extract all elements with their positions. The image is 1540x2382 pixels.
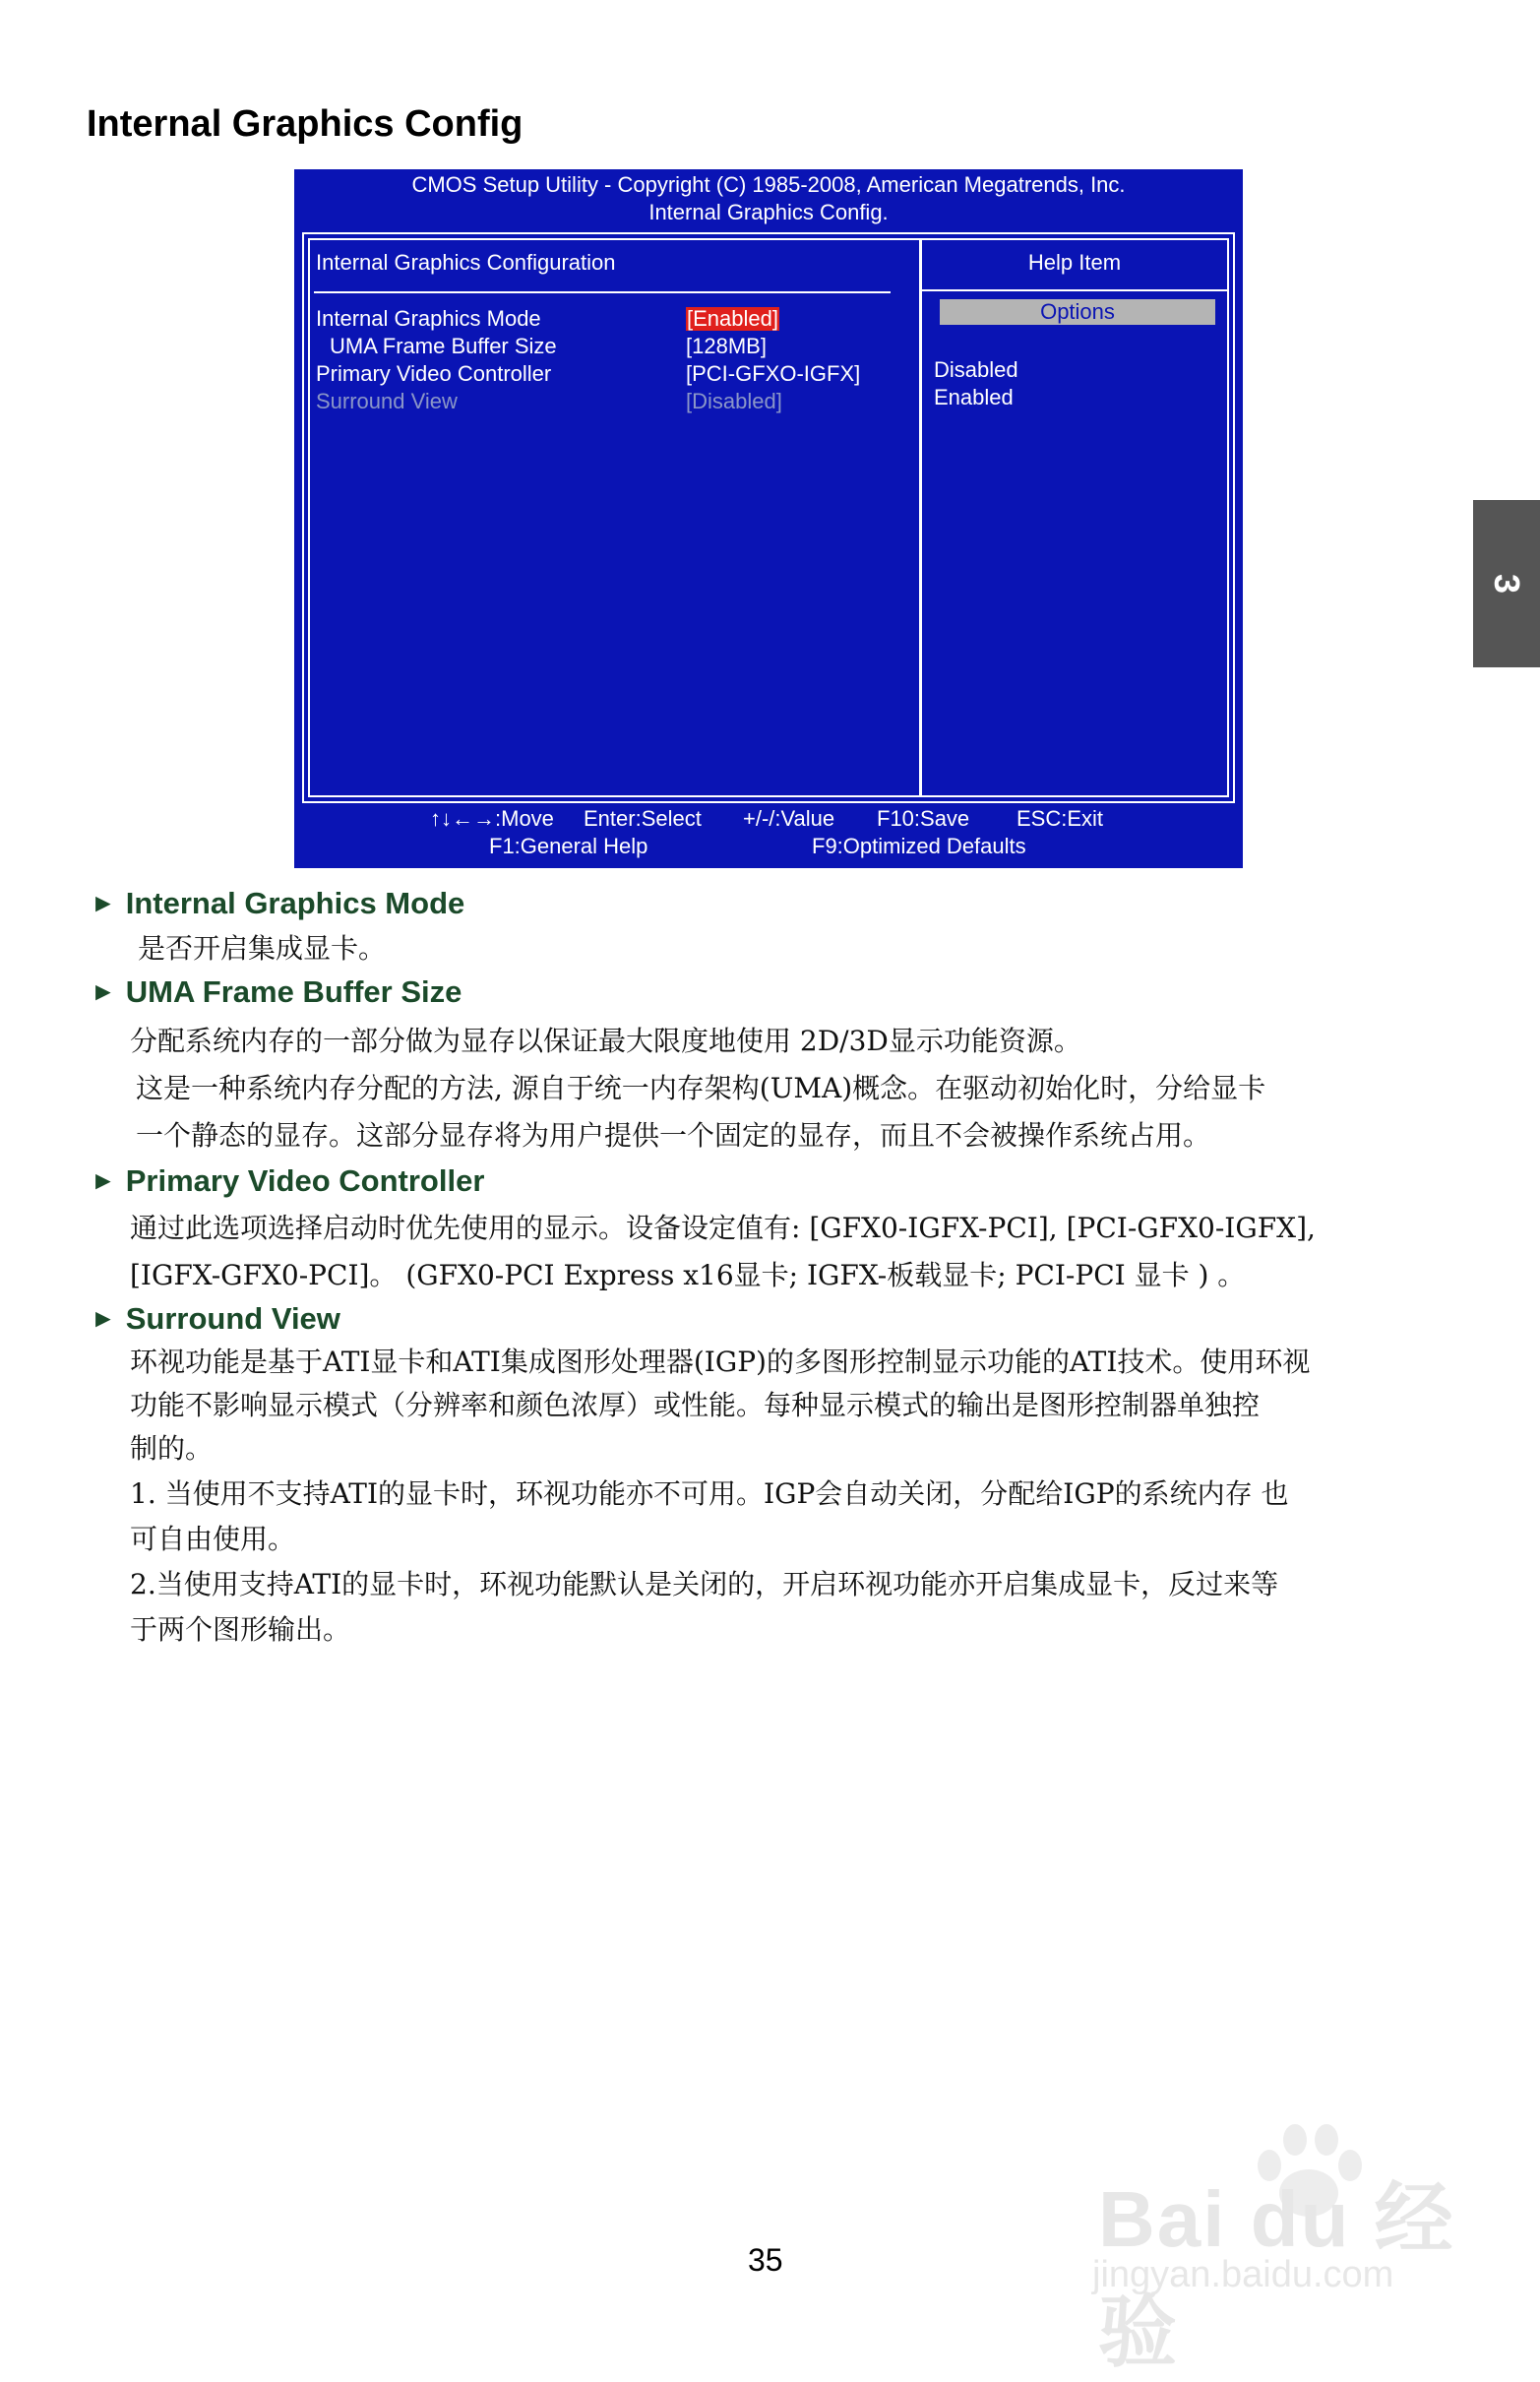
setting-value[interactable]: [128MB] <box>686 334 767 358</box>
section-text: 1. 当使用不支持ATI的显卡时，环视功能亦不可用。IGP会自动关闭，分配给IGP的系统内存 也 <box>130 1477 1289 1510</box>
help-option-enabled[interactable]: Enabled <box>934 385 1014 409</box>
triangle-bullet-icon: ► <box>91 888 116 917</box>
bios-help-title: Help Item <box>1027 250 1122 275</box>
page-number: 35 <box>748 2242 783 2278</box>
section-text: 分配系统内存的一部分做为显存以保证最大限度地使用 2D/3D显示功能资源。 <box>130 1025 1081 1057</box>
setting-value[interactable]: [PCI-GFXO-IGFX] <box>686 361 861 386</box>
section-title: Surround View <box>125 1301 340 1336</box>
section-text: 制的。 <box>130 1432 214 1465</box>
page-title: Internal Graphics Config <box>87 103 524 145</box>
bios-panel-divider <box>919 238 922 797</box>
key-save: F10:Save <box>877 806 970 831</box>
setting-label: Internal Graphics Mode <box>316 306 541 331</box>
key-exit: ESC:Exit <box>1016 806 1104 831</box>
setting-primary-video-controller[interactable] <box>316 360 906 388</box>
bios-settings-list <box>316 305 906 415</box>
bios-left-title: Internal Graphics Configuration <box>316 250 616 275</box>
chapter-number: 3 <box>1487 573 1527 595</box>
watermark-brand: Bai du 经验 <box>1098 2175 1455 2376</box>
bios-help-title-underline <box>922 289 1227 291</box>
key-select: Enter:Select <box>584 806 702 831</box>
bios-header-page: Internal Graphics Config. <box>648 200 889 224</box>
bios-header-copyright: CMOS Setup Utility - Copyright (C) 1985-2008, American Megatrends, Inc. <box>411 172 1126 197</box>
section-title: UMA Frame Buffer Size <box>125 974 462 1009</box>
bios-screenshot <box>294 169 1243 868</box>
watermark-url: jingyan.baidu.com <box>1092 2254 1394 2295</box>
setting-uma-frame-buffer-size[interactable] <box>316 333 906 360</box>
bios-header <box>294 169 1243 230</box>
setting-surround-view <box>316 388 906 415</box>
triangle-bullet-icon: ► <box>91 1303 116 1333</box>
section-title: Primary Video Controller <box>125 1163 485 1198</box>
setting-value[interactable]: [Enabled] <box>687 306 778 331</box>
section-text: 是否开启集成显卡。 <box>138 932 387 965</box>
section-text: 功能不影响显示模式（分辨率和颜色浓厚）或性能。每种显示模式的输出是图形控制器单独控 <box>130 1389 1261 1421</box>
bios-left-title-underline <box>314 291 891 293</box>
key-optimized-defaults: F9:Optimized Defaults <box>812 834 1026 858</box>
section-text: [IGFX-GFX0-PCI]。 (GFX0-PCI Express x16显卡; IGFX-板载显卡; PCI-PCI 显卡 ) 。 <box>130 1259 1246 1291</box>
bios-key-legend <box>294 801 1243 868</box>
section-heading-surround-view <box>91 1299 340 1340</box>
section-heading-primary-video-controller <box>91 1161 484 1202</box>
section-text: 这是一种系统内存分配的方法, 源自于统一内存架构(UMA)概念。在驱动初始化时，分给显卡 <box>136 1072 1266 1104</box>
section-heading-uma-frame-buffer-size <box>91 972 462 1013</box>
triangle-bullet-icon: ► <box>91 976 116 1006</box>
key-general-help: F1:General Help <box>489 834 648 858</box>
triangle-bullet-icon: ► <box>91 1165 116 1195</box>
section-title: Internal Graphics Mode <box>125 886 465 920</box>
help-options-header: Options <box>940 299 1215 325</box>
setting-value: [Disabled] <box>686 389 782 413</box>
setting-label: UMA Frame Buffer Size <box>330 334 557 358</box>
section-text: 可自由使用。 <box>130 1523 296 1555</box>
setting-label: Primary Video Controller <box>316 361 552 386</box>
baidu-watermark <box>1092 2116 1525 2376</box>
help-options-list <box>934 356 1018 411</box>
key-value: +/-/:Value <box>743 806 835 831</box>
section-text: 2.当使用支持ATI的显卡时，环视功能默认是关闭的，开启环视功能亦开启集成显卡，反过来等 <box>130 1568 1279 1600</box>
chapter-tab <box>1473 500 1540 667</box>
section-text: 环视功能是基于ATI显卡和ATI集成图形处理器(IGP)的多图形控制显示功能的ATI技术。使用环视 <box>130 1346 1311 1378</box>
section-text: 通过此选项选择启动时优先使用的显示。设备设定值有: [GFX0-IGFX-PCI], [PCI-GFX0-IGFX], <box>130 1212 1316 1244</box>
help-option-disabled[interactable]: Disabled <box>934 357 1018 382</box>
setting-label: Surround View <box>316 389 458 413</box>
section-text: 于两个图形输出。 <box>130 1613 351 1646</box>
section-heading-internal-graphics-mode <box>91 884 464 924</box>
section-text: 一个静态的显存。这部分显存将为用户提供一个固定的显存，而且不会被操作系统占用。 <box>136 1119 1211 1152</box>
key-move: ↑↓←→:Move <box>430 806 554 831</box>
setting-internal-graphics-mode[interactable] <box>316 305 906 333</box>
